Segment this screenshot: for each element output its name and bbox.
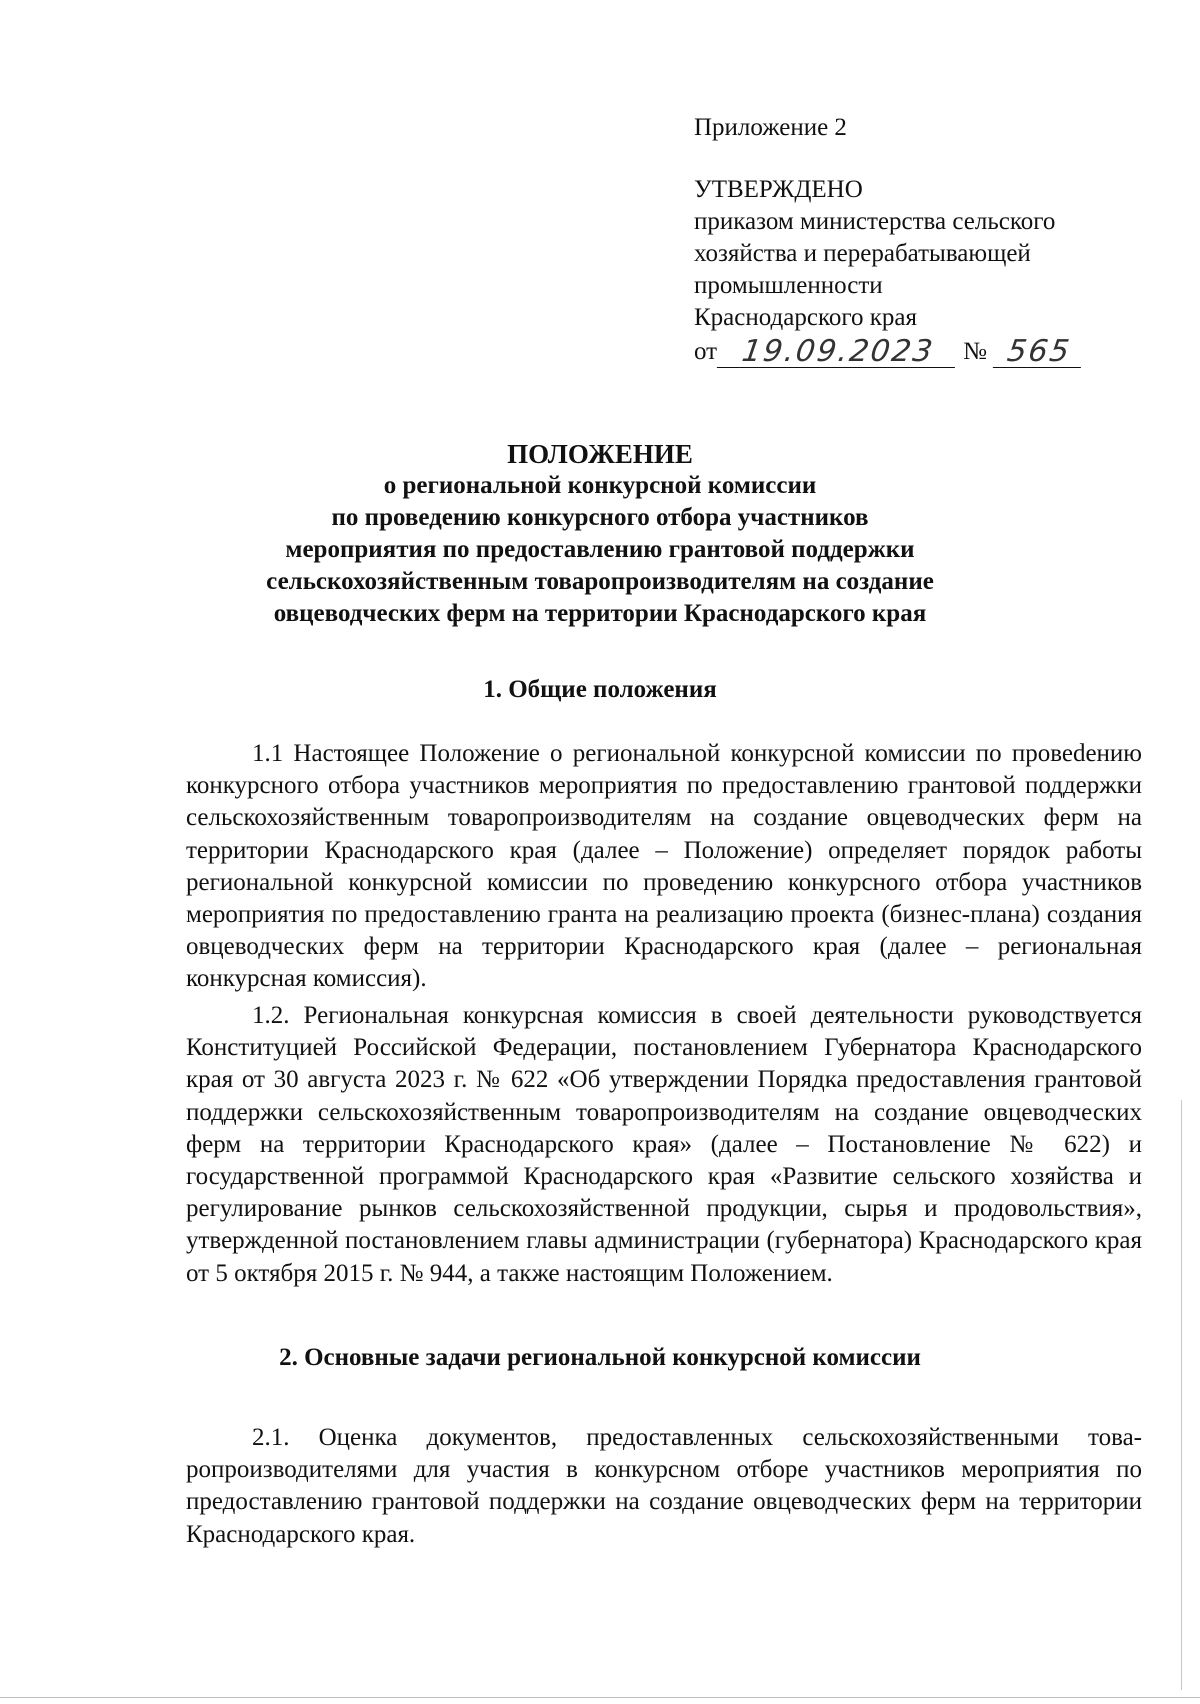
order-date-number-line (694, 336, 1134, 368)
approval-line: приказом министерства сельского (694, 208, 1056, 235)
section-1-heading: 1. Общие положения (483, 676, 717, 703)
scan-edge-right (1181, 1100, 1182, 1690)
scan-edge-bottom (0, 1697, 1200, 1698)
title-line: о региональной конкурсной комиссии (383, 472, 817, 499)
date-prefix: от (694, 338, 718, 365)
approval-line: Краснодарского края (694, 304, 917, 331)
title-line: сельскохозяйственным товаропроизводителям на создание (266, 568, 934, 595)
number-sign: № (963, 338, 987, 365)
paragraph-1-2: 1.2. Региональная конкурсная комиссия в своей деятельности руководствуется Конституцией Российской Федерации, постановлением Губернатора Краснодарского края от 30 августа 2023 г. № 622 «Об утверждении Порядка предоставления грантовой поддержки сельскохозяйственным товаропроизводителям на создание овцеводческих ферм на территории Краснодарского края» (далее – Постановление № 622) и государственной программой Краснодарского края «Развитие сельского хозяйства и регулирование рынков сельскохозяйственной продукции, сырья и продовольствия», утвержденной постановлением главы администрации (губернатора) Краснодарского края от 5 октября 2015 г. № 944, а также настоящим Положением. (186, 1002, 1142, 1287)
handwritten-order-number: 565 (993, 337, 1085, 368)
section-2-heading: 2. Основные задачи региональной конкурсной комиссии (279, 1344, 921, 1371)
title-line: мероприятия по предоставлению грантовой поддержки (285, 536, 915, 563)
approval-line: хозяйства и перерабатывающей (694, 240, 1031, 267)
title-line: по проведению конкурсного отбора участников (331, 504, 869, 531)
appendix-label: Приложение 2 (694, 114, 847, 141)
document-title (150, 438, 1050, 630)
paragraph-2-1: 2.1. Оценка документов, предоставленных сельскохозяйственными товаропроизводителями для участия в конкурсном отборе участников мероприятия по предоставлению грантовой поддержки на создание овцеводческих ферм на территории Краснодарского края. (186, 1424, 1142, 1548)
approval-block (694, 112, 1134, 368)
paragraph-1-1: 1.1 Настоящее Положение о региональной конкурсной комиссии по провеdению конкурсного отбора участников мероприятия по предоставлению грантовой поддержки сельскохозяйственным товаропроизводителям на создание овцеводческих ферм на территории Краснодарского края (далее – Положение) определяет порядок работы региональной конкурсной комиссии по проведению конкурсного отбора участников мероприятия по предоставлению гранта на реализацию проекта (бизнес-плана) создания овцеводческих ферм на территории Краснодарского края (далее – региональная конкурсная комиссия). (186, 740, 1142, 993)
title-line: овцеводческих ферм на территории Краснодарского края (273, 600, 927, 627)
approval-line: промышленности (694, 272, 883, 299)
approved-label: УТВЕРЖДЕНО (694, 176, 863, 203)
handwritten-order-date: 19.09.2023 (717, 337, 959, 368)
title-main: ПОЛОЖЕНИЕ (507, 439, 693, 469)
